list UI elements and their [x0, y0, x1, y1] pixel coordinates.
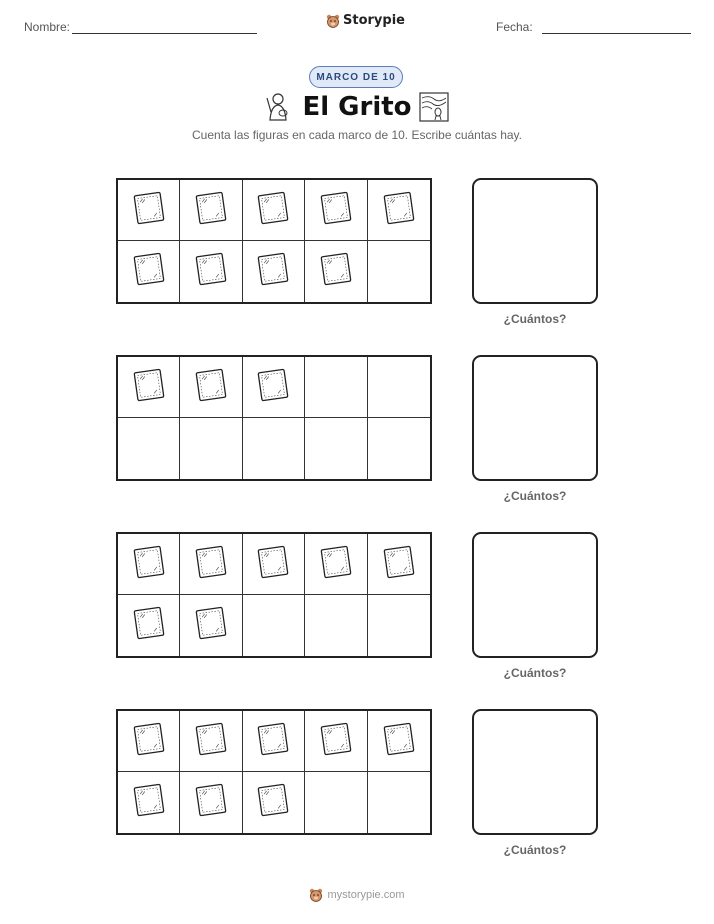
- canvas-icon: [319, 721, 353, 762]
- ten-frame: [116, 532, 432, 658]
- canvas-icon: [256, 190, 290, 231]
- name-line[interactable]: [72, 33, 257, 34]
- question-label: ¿Cuántos?: [503, 489, 567, 503]
- frame-cell: [305, 357, 367, 418]
- frame-cell: [180, 180, 242, 241]
- frame-cell: [118, 418, 180, 479]
- canvas-icon: [256, 721, 290, 762]
- canvas-icon: [382, 544, 416, 585]
- frame-cell: [243, 180, 305, 241]
- canvas-icon: [256, 367, 290, 408]
- frame-cell: [180, 595, 242, 656]
- canvas-icon: [319, 544, 353, 585]
- question-label: ¿Cuántos?: [503, 666, 567, 680]
- frame-cell: [368, 772, 430, 833]
- frame-cell: [180, 711, 242, 772]
- name-label: Nombre:: [24, 20, 71, 34]
- frame-cell: [118, 357, 180, 418]
- frame-cell: [243, 772, 305, 833]
- question-label: ¿Cuántos?: [503, 843, 567, 857]
- canvas-icon: [256, 251, 290, 292]
- frame-cell: [368, 357, 430, 418]
- frame-cell: [118, 180, 180, 241]
- frame-cell: [118, 534, 180, 595]
- frame-cell: [305, 772, 367, 833]
- frame-cell: [180, 534, 242, 595]
- frame-cell: [368, 595, 430, 656]
- date-line[interactable]: [542, 33, 691, 34]
- frame-cell: [243, 357, 305, 418]
- canvas-icon: [256, 544, 290, 585]
- ten-frame: [116, 355, 432, 481]
- ten-frame: [116, 709, 432, 835]
- canvas-icon: [319, 190, 353, 231]
- canvas-icon: [194, 367, 228, 408]
- frame-cell: [368, 241, 430, 302]
- frame-cell: [118, 772, 180, 833]
- answer-box[interactable]: [472, 178, 598, 304]
- frame-cell: [180, 418, 242, 479]
- brand-name: Storypie: [343, 13, 405, 28]
- frame-cell: [305, 534, 367, 595]
- canvas-icon: [194, 721, 228, 762]
- date-label: Fecha:: [496, 20, 533, 34]
- ten-frame: [116, 178, 432, 304]
- brand-logo: [326, 13, 405, 28]
- frame-cell: [368, 711, 430, 772]
- frame-cell: [368, 534, 430, 595]
- bear-icon: [326, 14, 340, 28]
- answer-box[interactable]: [472, 709, 598, 835]
- canvas-icon: [132, 190, 166, 231]
- frame-cell: [305, 180, 367, 241]
- canvas-icon: [132, 367, 166, 408]
- canvas-icon: [382, 721, 416, 762]
- canvas-icon: [194, 190, 228, 231]
- canvas-icon: [132, 605, 166, 646]
- canvas-icon: [194, 544, 228, 585]
- bear-icon: [309, 888, 323, 902]
- frame-cell: [243, 534, 305, 595]
- canvas-icon: [194, 251, 228, 292]
- frame-cell: [180, 241, 242, 302]
- worksheet-type-badge: MARCO DE 10: [309, 66, 403, 88]
- frame-cell: [118, 711, 180, 772]
- canvas-icon: [132, 721, 166, 762]
- canvas-icon: [194, 605, 228, 646]
- frame-cell: [368, 180, 430, 241]
- frame-cell: [243, 595, 305, 656]
- frame-cell: [180, 357, 242, 418]
- frame-cell: [118, 241, 180, 302]
- frame-cell: [180, 772, 242, 833]
- question-label: ¿Cuántos?: [503, 312, 567, 326]
- canvas-icon: [132, 251, 166, 292]
- instructions: Cuenta las figuras en cada marco de 10. Escribe cuántas hay.: [192, 128, 522, 142]
- answer-box[interactable]: [472, 532, 598, 658]
- frame-cell: [305, 595, 367, 656]
- frame-cell: [305, 711, 367, 772]
- frame-cell: [368, 418, 430, 479]
- canvas-icon: [194, 782, 228, 823]
- frame-cell: [305, 241, 367, 302]
- canvas-icon: [319, 251, 353, 292]
- canvas-icon: [256, 782, 290, 823]
- frame-cell: [243, 711, 305, 772]
- scream-painting-icon: [419, 92, 449, 122]
- canvas-icon: [132, 782, 166, 823]
- frame-cell: [243, 241, 305, 302]
- frame-cell: [118, 595, 180, 656]
- canvas-icon: [132, 544, 166, 585]
- canvas-icon: [382, 190, 416, 231]
- worksheet-title: El Grito: [302, 92, 412, 122]
- frame-cell: [243, 418, 305, 479]
- answer-box[interactable]: [472, 355, 598, 481]
- footer-site: mystorypie.com: [327, 889, 405, 901]
- footer: [0, 888, 714, 902]
- frame-cell: [305, 418, 367, 479]
